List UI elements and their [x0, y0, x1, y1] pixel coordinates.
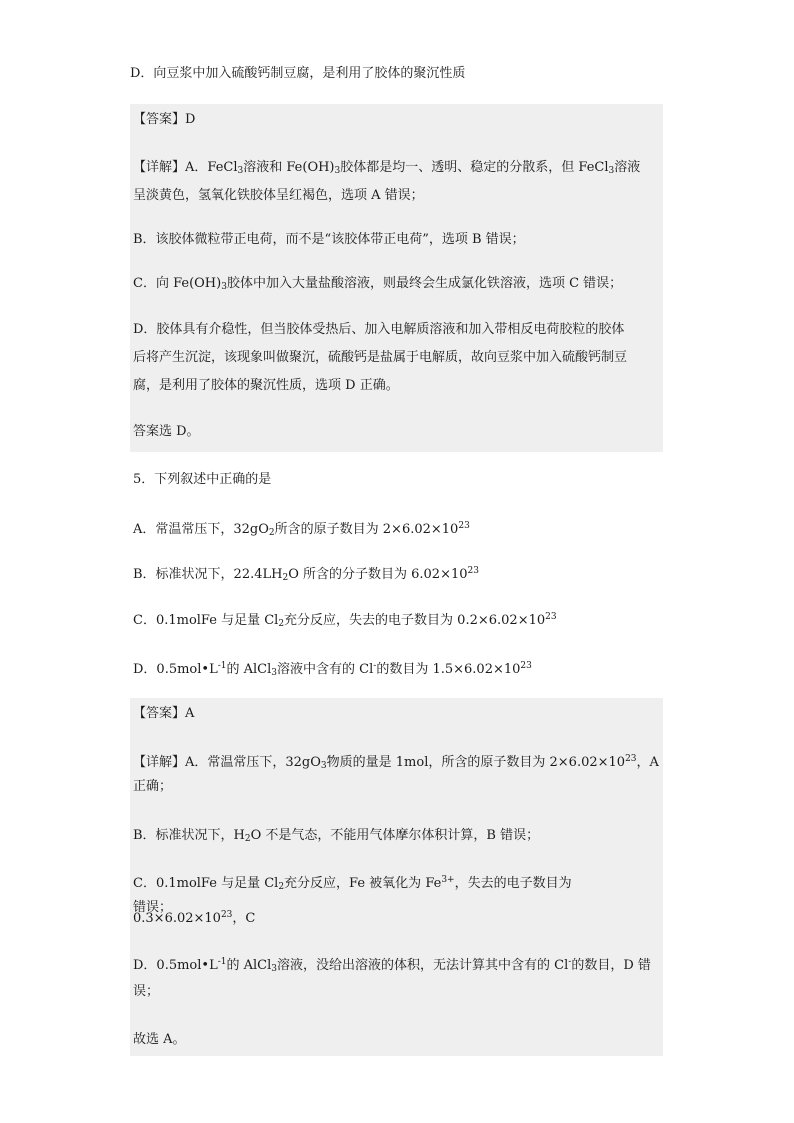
q5-explain-c-line1: C．0.1molFe 与足量 $Cl_2$充分反应，Fe 被氧化为 $Fe^{3+}$，失去的电子数目为 $0.3\times 6.02\times 10^{23}$，C [133, 875, 572, 926]
q4-explain-a-line2: 呈淡黄色，氢氧化铁胶体呈红褐色，选项 A 错误； [133, 188, 424, 203]
q5-explain-b: B．标准状况下，$H_2O$ 不是气态，不能用气体摩尔体积计算，B 错误； [133, 828, 540, 844]
q4-explain-d-line1: D．胶体具有介稳性，但当胶体受热后、加入电解质溶液和加入带相反电荷胶粒的胶体 [133, 322, 625, 337]
q4-explain-d-line3: 腐，是利用了胶体的聚沉性质，选项 D 正确。 [133, 378, 399, 393]
q5-explain-d-line2: 误； [133, 984, 160, 999]
q5-option-d: D．$0.5mol•L^{-1}$的 AlCl$_3$溶液中含有的 Cl-的数目为 $1.5\times 6.02\times 10^{23}$ [133, 661, 532, 678]
q5-explain-a-line1: 【详解】A．常温常压下，$32gO_3$物质的量是 1mol，所含的原子数目为 $2\times 6.02\times 10^{23}$，A [133, 754, 659, 771]
q5-explain-d-line1: D．$0.5mol•L^{-1}$的 AlCl$_3$溶液，没给出溶液的体积，无法计算其中含有的 Cl-的数目，D 错 [133, 957, 651, 974]
q4-explain-d-line2: 后将产生沉淀，该现象叫做聚沉，硫酸钙是盐属于电解质，故向豆浆中加入硫酸钙制豆 [133, 350, 628, 365]
q5-answer: 【答案】A [133, 706, 195, 721]
q5-explain-c-line2: 错误； [133, 900, 173, 915]
q5-stem: 5．下列叙述中正确的是 [133, 472, 272, 487]
q4-explanation-block [130, 104, 663, 452]
q5-explanation-block [130, 698, 663, 1056]
q5-conclusion: 故选 A。 [133, 1032, 186, 1047]
q4-explain-c: C．向 $Fe(OH)_3$胶体中加入大量盐酸溶液，则最终会生成氯化铁溶液，选项 C 错误； [133, 276, 623, 292]
q4-conclusion: 答案选 D。 [133, 424, 200, 439]
q5-option-c: C．0.1molFe 与足量 $Cl_2$充分反应，失去的电子数目为 $0.2\times 6.02\times 10^{23}$ [133, 612, 557, 629]
q5-explain-a-line2: 正确； [133, 779, 173, 794]
q4-option-d: D．向豆浆中加入硫酸钙制豆腐，是利用了胶体的聚沉性质 [130, 66, 466, 81]
q4-explain-b: B．该胶体微粒带正电荷，而不是“该胶体带正电荷”，选项 B 错误； [133, 232, 525, 247]
q4-explain-a-line1: 【详解】A．FeCl$_3$溶液和 $Fe(OH)_3$胶体都是均一、透明、稳定的分散系，但 FeCl$_3$溶液 [133, 160, 641, 176]
q5-option-b: B．标准状况下，$22.4LH_2O$ 所含的分子数目为 $6.02\times 10^{23}$ [133, 566, 479, 583]
q4-answer: 【答案】D [133, 112, 196, 127]
q5-option-a: A．常温常压下，$32gO_2$所含的原子数目为 $2\times 6.02\times 10^{23}$ [133, 521, 470, 538]
